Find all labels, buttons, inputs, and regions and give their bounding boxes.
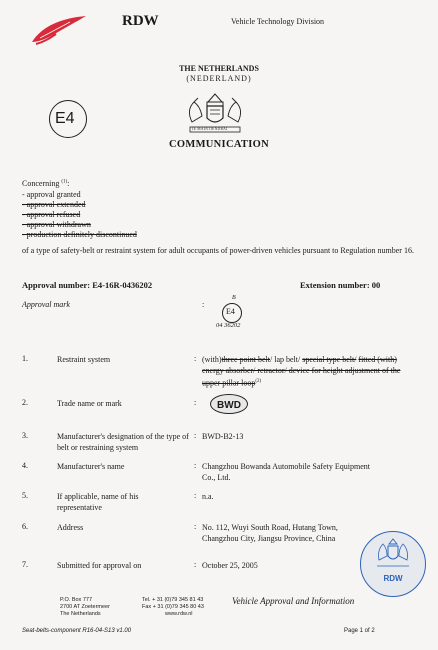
row-number: 3. [22, 431, 28, 440]
submitted-value: October 25, 2005 [202, 561, 258, 570]
row-label: Manufacturer's name [57, 462, 125, 471]
row-colon: : [194, 522, 197, 531]
row-label: Address [57, 523, 84, 532]
row-colon: : [194, 354, 197, 363]
row-number: 4. [22, 461, 28, 470]
org-name: RDW [122, 13, 159, 29]
row-colon: : [194, 461, 197, 470]
intro-text: of a type of safety-belt or restraint system for adult occupants of power-driven vehicles pursuant to Regulation number 16. [22, 246, 414, 255]
restraint-lap: / lap belt/ [270, 355, 301, 364]
mark-letter: B [232, 295, 236, 301]
stamp-label: RDW [383, 574, 403, 583]
approval-mark-label: Approval mark [22, 300, 70, 309]
row-label: Submitted for approval on [57, 561, 142, 570]
row-number: 7. [22, 560, 28, 569]
footer-address-line: The Netherlands [60, 611, 101, 617]
restraint-with: (with) [202, 355, 222, 364]
footer-website: www.rdw.nl [165, 611, 193, 617]
representative-value: n.a. [202, 492, 214, 501]
address-value: No. 112, Wuyi South Road, Hutang Town, Changzhou City, Jiangsu Province, China [202, 523, 338, 543]
country-name: THE NETHERLANDS [179, 64, 259, 73]
row-colon: : [194, 560, 197, 569]
coat-motto: JE MAINTIENDRAI [192, 127, 228, 131]
emark-label: E4 [55, 110, 75, 127]
restraint-options: fitted (with) energy absorber/ retractor/ device for height adjustment of the upper pillar loop [202, 355, 401, 388]
footer-contact [142, 597, 204, 618]
mark-colon: : [202, 300, 205, 309]
row-number: 6. [22, 522, 28, 531]
document-title: COMMUNICATION [169, 139, 269, 150]
restraint-three-point: three point belt [221, 355, 270, 364]
footer-tel: Tel. + 31 (0)79 345 81 43 [142, 597, 204, 603]
footer-address [60, 597, 110, 618]
mark-emark: E4 [226, 307, 235, 316]
rdw-logo-icon [28, 12, 90, 48]
row-colon: : [194, 431, 197, 440]
footer-fax: Fax + 31 (0)79 345 80 43 [142, 604, 204, 610]
concerning-text: Concerning [22, 179, 60, 188]
restraint-note: (2) [255, 379, 262, 384]
footer-address-line: P.O. Box 777 [60, 597, 93, 603]
concerning-list [22, 190, 137, 240]
extension-number: Extension number: 00 [300, 280, 381, 290]
mark-emark-circle [222, 303, 242, 323]
concerning-footnote: (1) [61, 179, 68, 185]
row-number: 1. [22, 354, 28, 363]
concerning-item: - approval extended [22, 200, 86, 209]
row-label: Restraint system [57, 355, 111, 364]
restraint-system-value [202, 354, 412, 389]
page-indicator: Page 1 of 2 [344, 628, 375, 634]
approval-number: Approval number: E4-16R-0436202 [22, 280, 153, 290]
row-colon: : [194, 491, 197, 500]
row-label: If applicable, name of his representative [57, 492, 139, 512]
stamp-crest-icon [375, 538, 411, 574]
row-number: 5. [22, 491, 28, 500]
designation-value: BWD-B2-13 [202, 432, 244, 441]
concerning-item: - approval refused [22, 210, 81, 219]
manufacturer-value: Changzhou Bowanda Automobile Safety Equipment Co., Ltd. [202, 462, 370, 482]
row-number: 2. [22, 398, 28, 407]
rdw-stamp [360, 531, 426, 597]
row-label: Trade name or mark [57, 399, 122, 408]
country-native-name: (NEDERLAND) [186, 74, 252, 83]
footer-tagline: Vehicle Approval and Information [232, 596, 355, 606]
concerning-label: Concerning $^{(1)}$: [22, 179, 70, 188]
trade-mark-text: BWD [217, 400, 241, 411]
row-label: Manufacturer's designation of the type of belt or restraining system [57, 432, 189, 452]
mark-number: 04 36202 [216, 322, 241, 329]
emark-circle [49, 100, 87, 138]
row-colon: : [194, 398, 197, 407]
document-id: Seat-belts-component R16-04-S13 v1.00 [22, 628, 132, 634]
restraint-special: special type belt/ [302, 355, 357, 364]
footer-address-line: 2700 AT Zoetermeer [60, 604, 110, 610]
concerning-item: - production definitely discontinued [22, 230, 137, 239]
concerning-item: - approval granted [22, 190, 81, 199]
division-name: Vehicle Technology Division [231, 17, 325, 26]
trade-mark-logo [210, 394, 248, 414]
concerning-item: - approval withdrawn [22, 220, 91, 229]
